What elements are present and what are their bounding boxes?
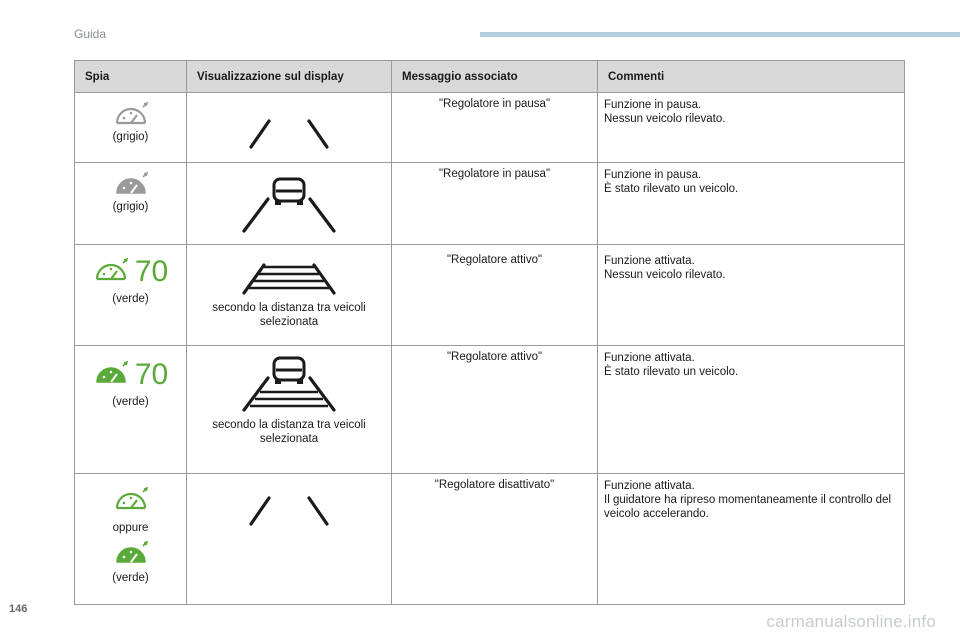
speedometer-outline-icon — [113, 486, 149, 516]
comment-cell — [598, 163, 905, 245]
indicator-table — [74, 60, 905, 605]
column-header-spia: Spia — [75, 61, 187, 93]
indicator-or-label: oppure — [112, 522, 149, 534]
table-row — [75, 163, 905, 245]
comment-line: Funzione attivata. — [604, 480, 695, 492]
comment-cell — [598, 474, 905, 605]
indicator-color-label: (grigio) — [112, 131, 149, 143]
table-header-row — [75, 61, 905, 93]
message-cell: "Regolatore attivo" — [392, 245, 598, 346]
comment-line: Funzione in pausa. — [604, 169, 702, 181]
comment-line: Il guidatore ha ripreso momentaneamente il controllo del veicolo accelerando. — [604, 494, 892, 520]
display-cell — [187, 245, 392, 346]
speedometer-outline-icon — [93, 257, 129, 287]
display-cell — [187, 346, 392, 474]
display-caption: secondo la distanza tra veicoli selezionata — [212, 302, 366, 328]
table-row — [75, 93, 905, 163]
table-row — [75, 474, 905, 605]
spia-cell — [75, 245, 187, 346]
section-title: Guida — [74, 27, 107, 41]
lane-lines-icon — [239, 490, 339, 530]
display-cell — [187, 93, 392, 163]
watermark: carmanualsonline.info — [766, 612, 936, 631]
comment-line: Nessun veicolo rilevato. — [604, 113, 726, 125]
speedometer-outline-icon — [113, 101, 149, 131]
message-cell: "Regolatore attivo" — [392, 346, 598, 474]
set-speed-value: 70 — [134, 255, 169, 288]
spia-cell — [75, 474, 187, 605]
display-caption: secondo la distanza tra veicoli selezionata — [212, 419, 366, 445]
comment-cell — [598, 346, 905, 474]
lane-lines-icon — [239, 113, 339, 153]
spia-cell — [75, 346, 187, 474]
spia-cell — [75, 163, 187, 245]
indicator-color-label: (verde) — [112, 572, 149, 584]
comment-line: Funzione attivata. — [604, 255, 695, 267]
comment-line: Funzione attivata. — [604, 352, 695, 364]
message-cell: "Regolatore in pausa" — [392, 163, 598, 245]
lane-vehicle-icon — [234, 173, 344, 235]
spia-cell — [75, 93, 187, 163]
page-number: 146 — [9, 603, 28, 615]
comment-line: È stato rilevato un veicolo. — [604, 366, 739, 378]
indicator-color-label: (grigio) — [112, 201, 149, 213]
column-header-display: Visualizzazione sul display — [187, 61, 392, 93]
comment-line: È stato rilevato un veicolo. — [604, 183, 739, 195]
speedometer-vehicle-icon — [113, 540, 149, 570]
speedometer-vehicle-icon — [93, 360, 129, 390]
comment-cell — [598, 93, 905, 163]
column-header-comments: Commenti — [598, 61, 905, 93]
lane-vehicle-distance-icon — [234, 354, 344, 414]
comment-line: Funzione in pausa. — [604, 99, 702, 111]
indicator-color-label: (verde) — [112, 293, 149, 305]
message-cell: "Regolatore in pausa" — [392, 93, 598, 163]
message-cell: "Regolatore disattivato" — [392, 474, 598, 605]
set-speed-value: 70 — [134, 358, 169, 391]
indicator-color-label: (verde) — [112, 396, 149, 408]
lane-distance-bars-icon — [234, 257, 344, 297]
column-header-message: Messaggio associato — [392, 61, 598, 93]
display-cell — [187, 474, 392, 605]
header-accent-bar — [480, 32, 960, 37]
table-row — [75, 245, 905, 346]
table-row — [75, 346, 905, 474]
display-cell — [187, 163, 392, 245]
comment-line: Nessun veicolo rilevato. — [604, 269, 726, 281]
comment-cell — [598, 245, 905, 346]
speedometer-vehicle-icon — [113, 171, 149, 201]
